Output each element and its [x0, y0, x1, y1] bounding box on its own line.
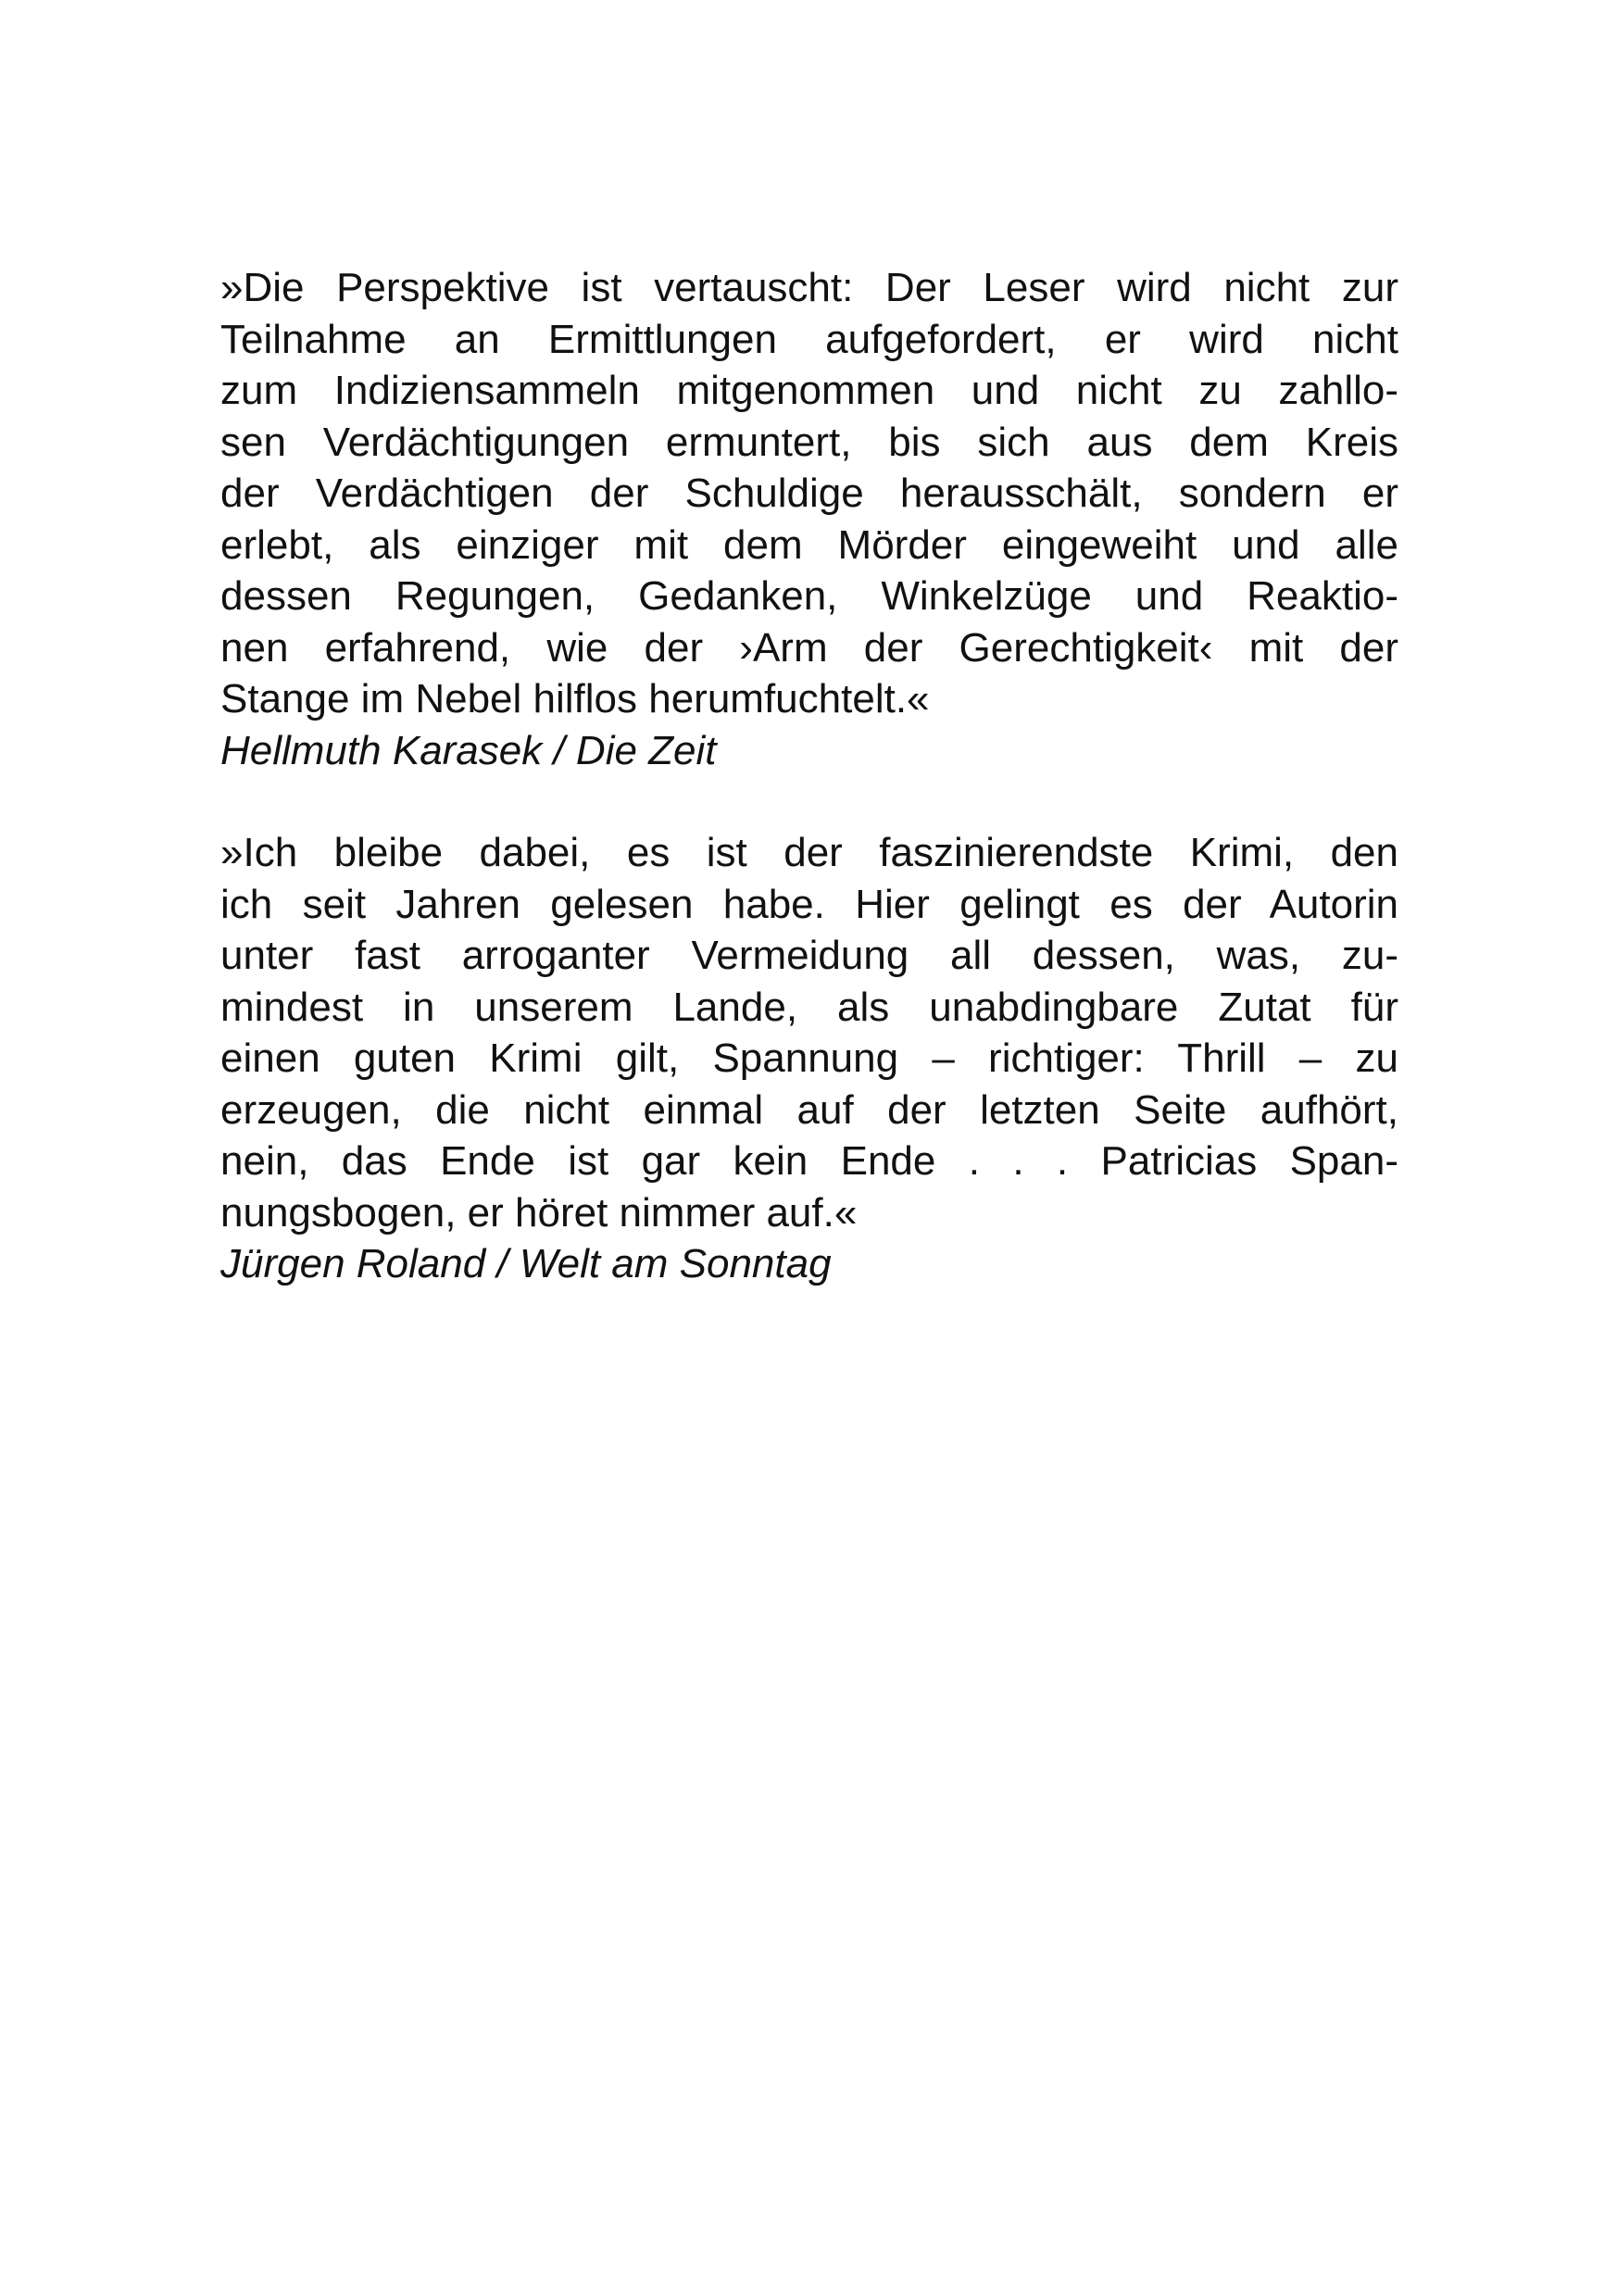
quote-line: nein, das Ende ist gar kein Ende . . . Patricias Span- [220, 1138, 1398, 1184]
quote-line: zum Indiziensammeln mitgenommen und nicht zu zahllo- [220, 368, 1398, 413]
quote-line: unter fast arroganter Vermeidung all dessen, was, zu- [220, 933, 1398, 978]
quote-line: erlebt, als einziger mit dem Mörder eingeweiht und alle [220, 521, 1398, 568]
reviews-column [220, 262, 1398, 1290]
quote-line: mindest in unserem Lande, als unabdingbare Zutat für [220, 984, 1398, 1030]
quote-line: ich seit Jahren gelesen habe. Hier gelingt es der Autorin [220, 881, 1398, 927]
quote-line: nen erfahrend, wie der ›Arm der Gerechtigkeit‹ mit der [220, 624, 1398, 671]
quote-line: Stange im Nebel hilflos herumfuchtelt.« [220, 676, 930, 721]
quote-line: nungsbogen, er höret nimmer auf.« [220, 1189, 858, 1236]
quote-line: »Die Perspektive ist vertauscht: Der Leser wird nicht zur [220, 265, 1398, 310]
quote-line: dessen Regungen, Gedanken, Winkelzüge und Reaktio- [220, 573, 1398, 619]
review-source: Jürgen Roland / Welt am Sonntag [220, 1241, 832, 1286]
quote-line: einen guten Krimi gilt, Spannung – richtiger: Thrill – zu [220, 1035, 1398, 1081]
review-source: Hellmuth Karasek / Die Zeit [220, 727, 717, 773]
quote-line: Teilnahme an Ermittlungen aufgefordert, er wird nicht [220, 316, 1398, 362]
quote-line: sen Verdächtigungen ermuntert, bis sich aus dem Kreis [220, 419, 1398, 465]
quote-line: »Ich bleibe dabei, es ist der faszinierendste Krimi, den [220, 830, 1398, 875]
quote-line: erzeugen, die nicht einmal auf der letzten Seite aufhört, [220, 1086, 1398, 1133]
review-karasek [220, 262, 1398, 776]
review-roland [220, 827, 1398, 1290]
quote-line: der Verdächtigen der Schuldige herausschält, sondern er [220, 470, 1398, 516]
